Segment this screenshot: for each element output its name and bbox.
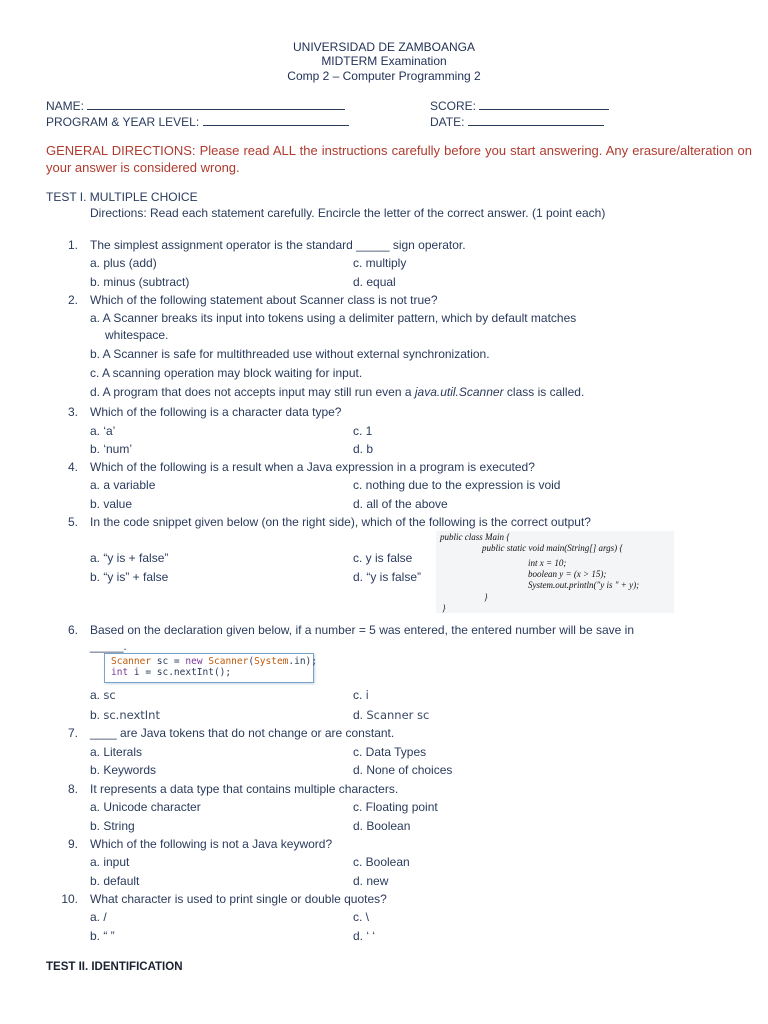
q7-option-a[interactable]: a. Literals xyxy=(90,745,143,759)
q6-option-a-value: sc xyxy=(103,688,116,702)
snippet-line: boolean y = (x > 15); xyxy=(528,569,607,579)
q1-text: The simplest assignment operator is the standard _____ sign operator. xyxy=(90,238,466,252)
q2-option-d-text: d. A program that does not accepts input may still run even a xyxy=(90,385,415,399)
q8-text: It represents a data type that contains multiple characters. xyxy=(90,782,399,796)
q8-option-d[interactable]: d. Boolean xyxy=(353,819,411,833)
snippet-line: } xyxy=(484,592,488,602)
code-token: .in); xyxy=(288,656,317,667)
name-label: NAME: xyxy=(46,99,85,113)
q3-option-b[interactable]: b. ‘num’ xyxy=(90,442,133,456)
q9-number: 9. xyxy=(67,837,78,851)
program-blank[interactable] xyxy=(203,114,349,126)
code-line-1 xyxy=(111,656,317,667)
q4-option-d[interactable]: d. all of the above xyxy=(353,497,448,511)
q4-option-c[interactable]: c. nothing due to the expression is void xyxy=(353,478,561,492)
q6-option-a[interactable] xyxy=(90,688,116,702)
q1-option-c[interactable]: c. multiply xyxy=(353,256,407,270)
program-label: PROGRAM & YEAR LEVEL: xyxy=(46,115,200,129)
code-token: Scanner xyxy=(111,656,152,667)
q2-option-a[interactable]: a. A Scanner breaks its input into tokens using a delimiter pattern, which by default matches xyxy=(90,311,577,325)
q2-text: Which of the following statement about Scanner class is not true? xyxy=(90,293,438,307)
q10-number: 10. xyxy=(61,892,78,906)
q9-option-c[interactable]: c. Boolean xyxy=(353,855,410,869)
score-blank[interactable] xyxy=(479,98,609,110)
q5-option-c[interactable]: c. y is false xyxy=(353,551,413,565)
q8-option-b[interactable]: b. String xyxy=(90,819,135,833)
name-field xyxy=(46,98,345,113)
q6-option-b-letter: b. xyxy=(90,708,104,722)
q6-option-b-value: sc.nextInt xyxy=(103,708,160,722)
q7-number: 7. xyxy=(67,726,78,740)
q5-option-b[interactable]: b. “y is” + false xyxy=(90,570,169,584)
q4-option-b[interactable]: b. value xyxy=(90,497,133,511)
code-line-2 xyxy=(111,667,313,678)
test2-title: TEST II. IDENTIFICATION xyxy=(46,961,183,973)
q2-option-a-continued: whitespace. xyxy=(105,328,169,342)
date-field xyxy=(430,114,604,129)
q6-option-c-value: i xyxy=(365,688,369,702)
code-token: ( xyxy=(248,656,255,667)
q3-option-c[interactable]: c. 1 xyxy=(353,424,373,438)
q6-option-d-letter: d. xyxy=(353,708,367,722)
q4-number: 4. xyxy=(67,460,78,474)
q2-option-b[interactable]: b. A Scanner is safe for multithreaded use without external synchronization. xyxy=(90,347,490,361)
q9-option-a[interactable]: a. input xyxy=(90,855,130,869)
q10-option-d[interactable]: d. ‘ ‘ xyxy=(353,929,376,943)
test1-title: TEST I. MULTIPLE CHOICE xyxy=(46,190,198,204)
q7-text: ____ are Java tokens that do not change or are constant. xyxy=(90,726,395,740)
test1-directions: Directions: Read each statement carefully. Encircle the letter of the correct answer. (1 point each) xyxy=(90,206,606,220)
q5-option-d[interactable]: d. “y is false” xyxy=(353,570,422,584)
university-title: UNIVERSIDAD DE ZAMBOANGA xyxy=(292,40,476,54)
q8-option-c[interactable]: c. Floating point xyxy=(353,800,438,814)
q8-option-a[interactable]: a. Unicode character xyxy=(90,800,201,814)
q6-text-continued: _____. xyxy=(90,639,127,653)
score-field xyxy=(430,98,609,113)
q4-text: Which of the following is a result when a Java expression in a program is executed? xyxy=(90,460,535,474)
q10-option-b[interactable]: b. “ ” xyxy=(90,929,115,943)
q2-option-d[interactable] xyxy=(90,385,584,399)
q10-option-c[interactable]: c. \ xyxy=(353,910,370,924)
score-label: SCORE: xyxy=(430,99,477,113)
q5-option-a[interactable]: a. “y is + false” xyxy=(90,551,169,565)
q7-option-b[interactable]: b. Keywords xyxy=(90,763,157,777)
q6-text: Based on the declaration given below, if a number = 5 was entered, the entered number will be save in xyxy=(90,623,635,637)
q9-text: Which of the following is not a Java keyword? xyxy=(90,837,333,851)
q2-number: 2. xyxy=(67,293,78,307)
q9-option-b[interactable]: b. default xyxy=(90,874,140,888)
q1-option-a[interactable]: a. plus (add) xyxy=(90,256,157,270)
q2-option-d-class-name: java.util.Scanner xyxy=(414,385,504,399)
q5-number: 5. xyxy=(67,515,78,529)
general-directions: GENERAL DIRECTIONS: Please read ALL the instructions carefully before you start answering. Any erasure/alteration on your answer is considered wrong. xyxy=(46,143,752,175)
code-token: System xyxy=(254,656,289,667)
date-label: DATE: xyxy=(430,115,465,129)
q10-option-a[interactable]: a. / xyxy=(90,910,107,924)
q7-option-d[interactable]: d. None of choices xyxy=(353,763,453,777)
q7-option-c[interactable]: c. Data Types xyxy=(353,745,427,759)
snippet-line: } xyxy=(442,603,446,613)
q10-text: What character is used to print single or double quotes? xyxy=(90,892,387,906)
q6-option-c[interactable] xyxy=(353,688,369,702)
code-token: new xyxy=(185,656,203,667)
snippet-line: public static void main(String[] args) { xyxy=(482,543,624,553)
snippet-line: public class Main { xyxy=(440,532,510,542)
name-blank[interactable] xyxy=(87,98,345,110)
snippet-line: System.out.println("y is " + y); xyxy=(528,580,640,590)
date-blank[interactable] xyxy=(468,114,604,126)
q8-number: 8. xyxy=(67,782,78,796)
q1-number: 1. xyxy=(67,238,78,252)
q2-option-d-suffix: class is called. xyxy=(503,385,585,399)
snippet-line: int x = 10; xyxy=(528,558,567,568)
code-token: int xyxy=(111,667,129,678)
code-token: Scanner xyxy=(208,656,249,667)
q1-option-d[interactable]: d. equal xyxy=(353,275,396,289)
q6-option-a-letter: a. xyxy=(90,688,104,702)
q5-code-snippet xyxy=(436,531,674,613)
q6-number: 6. xyxy=(67,623,78,637)
q5-text: In the code snippet given below (on the right side), which of the following is the correct output? xyxy=(90,515,591,529)
q3-text: Which of the following is a character data type? xyxy=(90,405,342,419)
q6-option-b[interactable] xyxy=(90,708,160,722)
q2-option-c[interactable]: c. A scanning operation may block waiting for input. xyxy=(90,366,363,380)
course-title: Comp 2 – Computer Programming 2 xyxy=(287,69,481,83)
exam-title: MIDTERM Examination xyxy=(321,54,447,68)
q4-option-a[interactable]: a. a variable xyxy=(90,478,156,492)
program-field xyxy=(46,114,349,129)
code-token: sc = xyxy=(151,656,186,667)
q6-option-d-value: Scanner sc xyxy=(366,708,430,722)
q1-option-b[interactable]: b. minus (subtract) xyxy=(90,275,190,289)
q3-option-d[interactable]: d. b xyxy=(353,442,374,456)
q6-option-c-letter: c. xyxy=(353,688,366,702)
code-token: i = sc.nextInt(); xyxy=(128,667,232,678)
q6-option-d[interactable] xyxy=(353,708,429,722)
q3-number: 3. xyxy=(67,405,78,419)
q6-code-box xyxy=(104,653,317,683)
q9-option-d[interactable]: d. new xyxy=(353,874,389,888)
q3-option-a[interactable]: a. ‘a’ xyxy=(90,424,116,438)
